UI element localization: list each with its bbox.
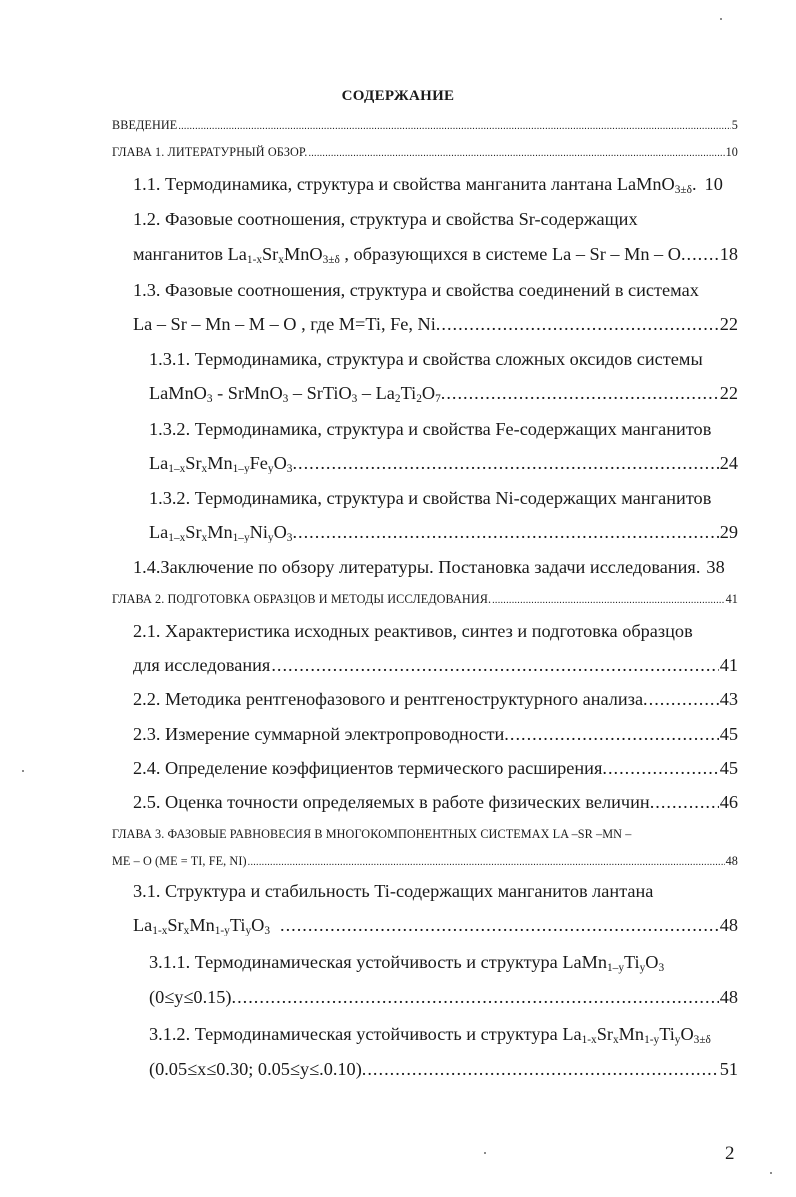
toc-entry-2-4: 2.4. Определение коэффициентов термического расширения. ..... 45 — [133, 758, 738, 779]
toc-entry-3-1-1: (0≤y≤0.15). ..... 48 — [149, 987, 738, 1008]
toc-entry-1-3-2: $La_{1-x}Sr_xMn_{1-y}Fe_yO_3$. ..... 24 — [149, 453, 738, 474]
page-title: СОДЕРЖАНИЕ — [341, 88, 455, 104]
toc-entry-1-3-3: $La_{1-x}Sr_xMn_{1-y}Ni_yO_3$. ..... 29 — [149, 522, 738, 543]
toc-entry-3-1: $La_{1-x}Sr_xMn_{1-y}Ti_yO_3$ ..... 48 — [133, 915, 738, 936]
toc-entry-2-1-line1: 2.1. Характеристика исходных реактивов, синтез и подготовка образцов — [133, 621, 693, 641]
toc-entry-2-1: для исследования ..... 41 — [133, 655, 738, 676]
toc-entry-1-3-2-line1: 1.3.2. Термодинамика, структура и свойства Fe-содержащих манганитов — [149, 419, 712, 439]
toc-entry-chapter-1: ГЛАВА 1. ЛИТЕРАТУРНЫЙ ОБЗОР. ..... 10 — [112, 145, 738, 160]
toc-entry-chapter-3-line1: ГЛАВА 3. ФАЗОВЫЕ РАВНОВЕСИЯ В МНОГОКОМПОНЕНТНЫХ СИСТЕМАХ LA –SR –MN – — [112, 827, 632, 841]
scan-speck — [720, 18, 722, 20]
toc-entry-1-3-line1: 1.3. Фазовые соотношения, структура и свойства соединений в системах — [133, 280, 699, 300]
toc-entry-1-2: манганитов $La_{1-x}Sr_xMnO_{3\pm\delta}$ , образующихся в системе La – Sr – Mn – O. ..... 18 — [133, 244, 738, 265]
toc-entry-chapter-3: ME – O (ME = TI, FE, NI) ..... 48 — [112, 854, 738, 869]
toc-entry-2-5: 2.5. Оценка точности определяемых в работе физических величин. ..... 46 — [133, 792, 738, 813]
page-number: 2 — [725, 1143, 735, 1164]
toc-entry-introduction: ВВЕДЕНИЕ ..... 5 — [112, 118, 738, 133]
toc-entry-1-1: 1.1. Термодинамика, структура и свойства манганита лантана LaMnO$_{3\pm\delta}$. 10 — [133, 174, 723, 195]
toc-entry-3-1-line1: 3.1. Структура и стабильность Ti-содержащих манганитов лантана — [133, 881, 654, 901]
scan-speck — [22, 770, 24, 772]
toc-entry-3-1-2: (0.05≤x≤0.30; 0.05≤y≤.0.10). ..... 51 — [149, 1059, 738, 1080]
toc-entry-2-2: 2.2. Методика рентгенофазового и рентгеноструктурного анализа. ..... 43 — [133, 689, 738, 710]
toc-entry-1-2-line1: 1.2. Фазовые соотношения, структура и свойства Sr-содержащих — [133, 209, 638, 229]
toc-entry-1-3-1: LaMnO$_3$ - SrMnO$_3$ – SrTiO$_3$ – $La_2Ti_2O_7$. ..... 22 — [149, 383, 738, 404]
toc-entry-3-1-2-line1: 3.1.2. Термодинамическая устойчивость и структура $La_{1-x}Sr_xMn_{1-y}Ti_yO_{3\pm\delta}$ — [149, 1024, 711, 1046]
toc-entry-1-3-1-line1: 1.3.1. Термодинамика, структура и свойства сложных оксидов системы — [149, 349, 703, 369]
toc-entry-2-3: 2.3. Измерение суммарной электропроводности. ..... 45 — [133, 724, 738, 745]
toc-entry-1-3: La – Sr – Mn – M – O , где M=Ti, Fe, Ni. ..... 22 — [133, 314, 738, 335]
scan-speck — [484, 1152, 486, 1154]
toc-entry-chapter-2: ГЛАВА 2. ПОДГОТОВКА ОБРАЗЦОВ И МЕТОДЫ ИССЛЕДОВАНИЯ. ..... 41 — [112, 592, 738, 607]
toc-entry-3-1-1-line1: 3.1.1. Термодинамическая устойчивость и структура $LaMn_{1-y}Ti_yO_3$ — [149, 952, 665, 974]
scan-speck — [770, 1172, 772, 1174]
toc-entry-1-3-3-line1: 1.3.2. Термодинамика, структура и свойства Ni-содержащих манганитов — [149, 488, 712, 508]
toc-entry-1-4: 1.4.Заключение по обзору литературы. Постановка задачи исследования. 38 — [133, 557, 725, 577]
